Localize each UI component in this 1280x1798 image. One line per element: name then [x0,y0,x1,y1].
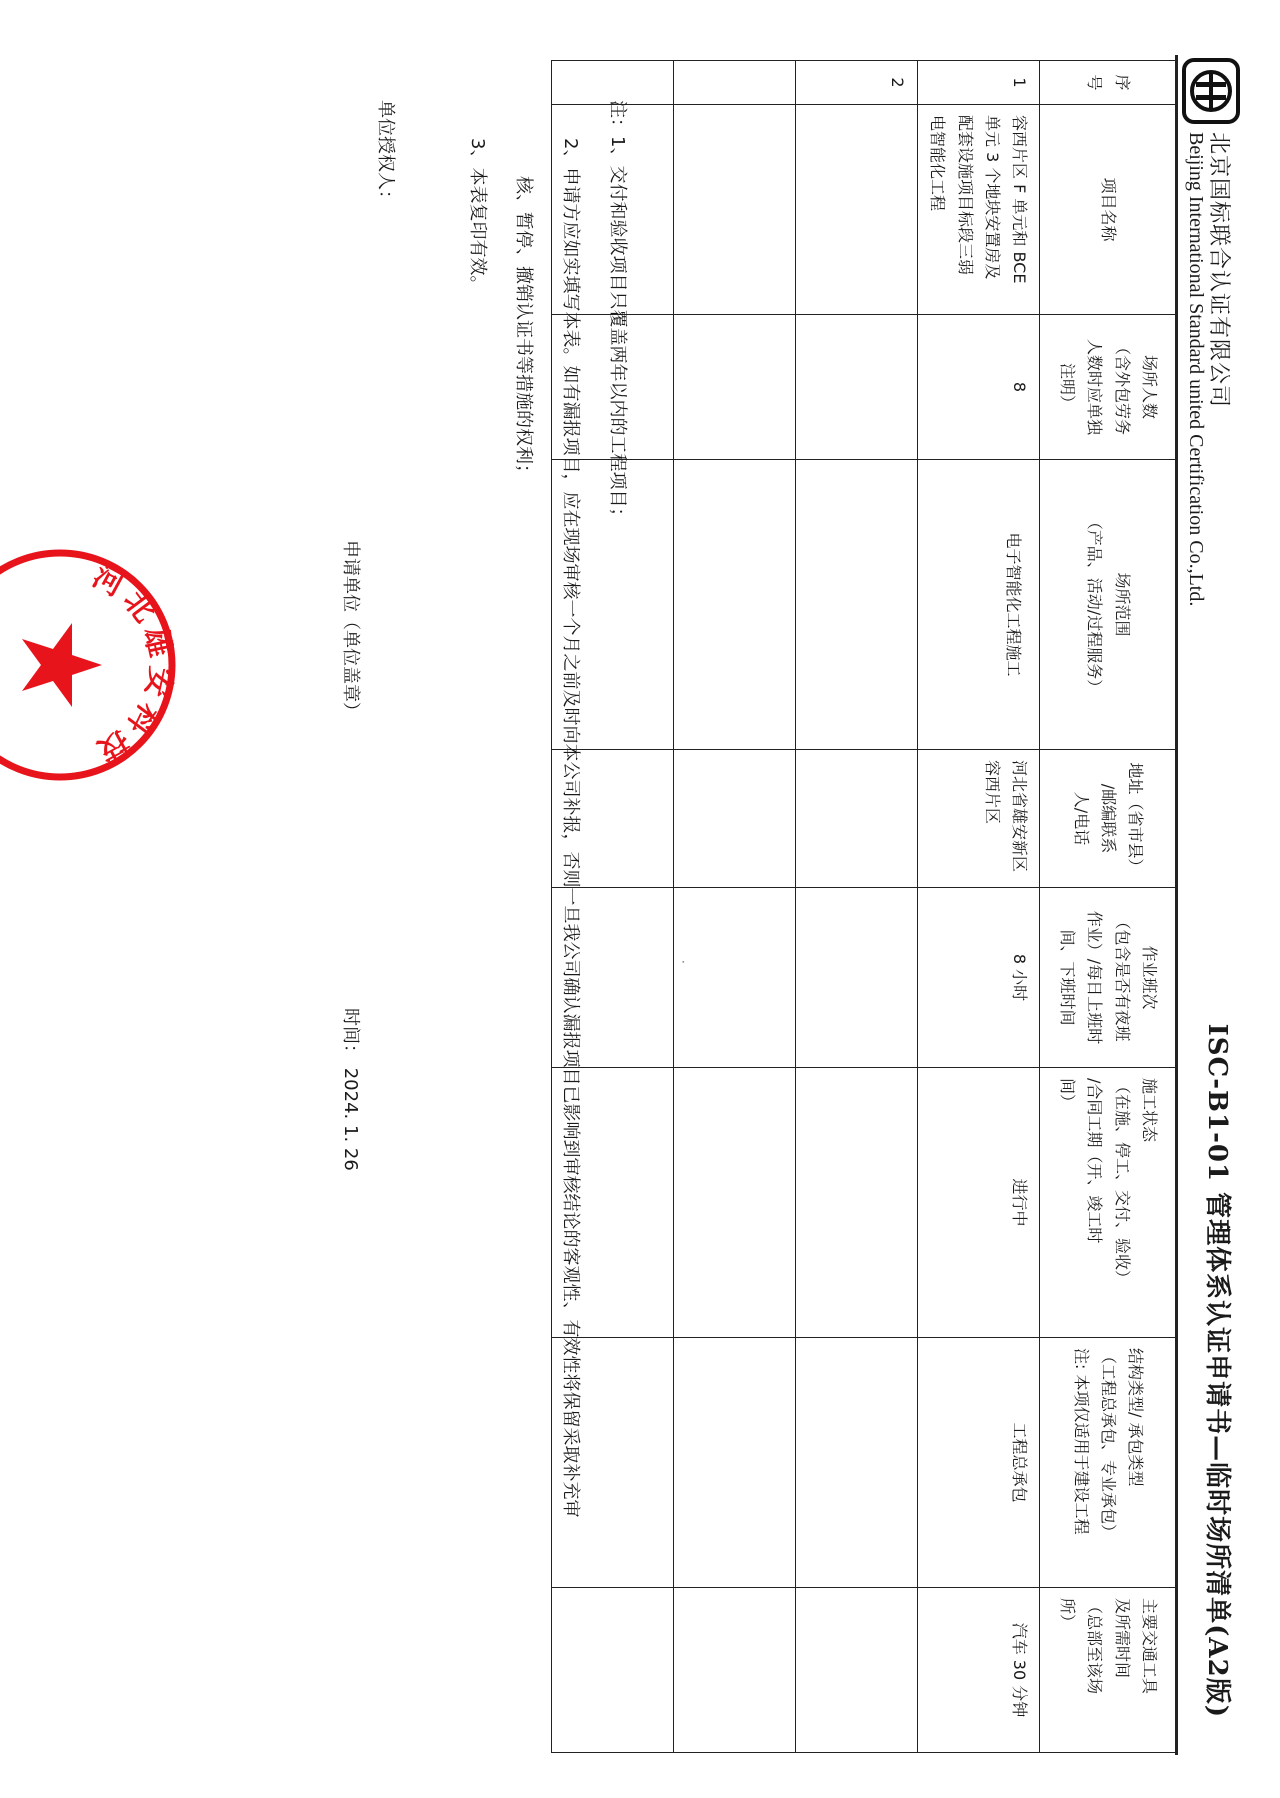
header-cell-no: 序 号 [1040,61,1178,105]
note-2: 2、申请方应如实填写本表。如有漏报项目，应在现场审核一个月之前及时向本公司补报，否则一旦我公司确认漏报项目已影响到审核结论的客观性、有效性将保留采取补充审 [560,138,582,1518]
cell-headcount: 8 [918,315,1040,460]
cell-shift [796,888,918,1068]
company-name-cn: 北京国标联合认证有限公司 [1206,132,1231,409]
scan-speck: · [676,960,690,964]
cell-project-name [796,105,918,315]
cell-structure [796,1338,918,1588]
header-cell-shift: 作业班次 （包含是否有夜班 作业）/每日上班时 间、下班时间 [1040,888,1178,1068]
cell-no: 1 [918,61,1040,105]
table-row [674,61,796,1753]
note-2-continued: 核、暂停、撤销认证书等措施的权利； [513,176,535,482]
note-1: 注：1、交付和验收项目只覆盖两年以内的工程项目； [607,100,628,526]
header-cell-transport: 主要交通工具 及所需时间 （总部至该场 所） [1040,1588,1178,1753]
table-row [918,61,1040,1753]
cell-project-name: 容西片区 F 单元和 BCE 单元 3 个地块安置房及 配套设施项目标段三弱 电智能化工程 [918,105,1040,315]
cell-project-name [674,105,796,315]
cell-transport [552,1588,674,1753]
cell-scope: 电子智能化工程施工 [918,460,1040,750]
cell-scope [796,460,918,750]
header-cell-address: 地址（省市县） /邮编联系 人/电话 [1040,750,1178,888]
header-cell-scope: 场所范围 （产品、活动/过程服务） [1040,460,1178,750]
cell-no [552,61,674,105]
header-cell-structure: 结构类型/ 承包类型 （工程总承包、专业承包） 注: 本项仅适用于建设工程 [1040,1338,1178,1588]
cell-structure [674,1338,796,1588]
cell-status [674,1068,796,1338]
cell-headcount [674,315,796,460]
cell-status [796,1068,918,1338]
cell-scope [674,460,796,750]
cell-headcount [796,315,918,460]
header-cell-project-name: 项目名称 [1040,105,1178,315]
cell-shift [674,888,796,1068]
company-seal [0,545,180,785]
company-logo-icon [1182,58,1240,124]
company-name-en: Beijing International Standard united Certification Co.,Ltd. [1185,132,1207,607]
cell-transport: 汽车 30 分钟 [918,1588,1040,1753]
seal-top-text: 河北雄安科技 [86,558,179,772]
cell-transport [674,1588,796,1753]
date-label: 时间： [340,1008,361,1062]
cell-status: 进行中 [918,1068,1040,1338]
cell-transport [796,1588,918,1753]
note-3: 3、本表复印有效。 [466,138,488,294]
cell-no [674,61,796,105]
authorized-signer-label: 单位授权人： [375,100,396,208]
date-value: 2024. 1. 26 [340,1067,361,1171]
header-cell-headcount: 场所人数 （含外包劳务 人数时应单独 注明） [1040,315,1178,460]
cell-address [796,750,918,888]
date-row [339,1008,365,1171]
header-cell-status: 施工状态 （在施、停工、交付、验收） /合同工期（开、竣工时 间） [1040,1068,1178,1338]
form-title: ISC-B1-01 管理体系认证申请书—临时场所清单(A2版) [1202,1023,1232,1718]
table-header-row [1040,61,1178,1753]
cell-address: 河北省雄安新区 容西片区 [918,750,1040,888]
table-row [796,61,918,1753]
applicant-seal-label: 申请单位（单位盖章） [340,540,361,720]
cell-structure: 工程总承包 [918,1338,1040,1588]
notes-section [453,100,640,1517]
cell-no: 2 [796,61,918,105]
seal-star-icon [22,623,102,707]
cell-shift: 8 小时 [918,888,1040,1068]
site-list-table [551,60,1178,1753]
cell-address [674,750,796,888]
